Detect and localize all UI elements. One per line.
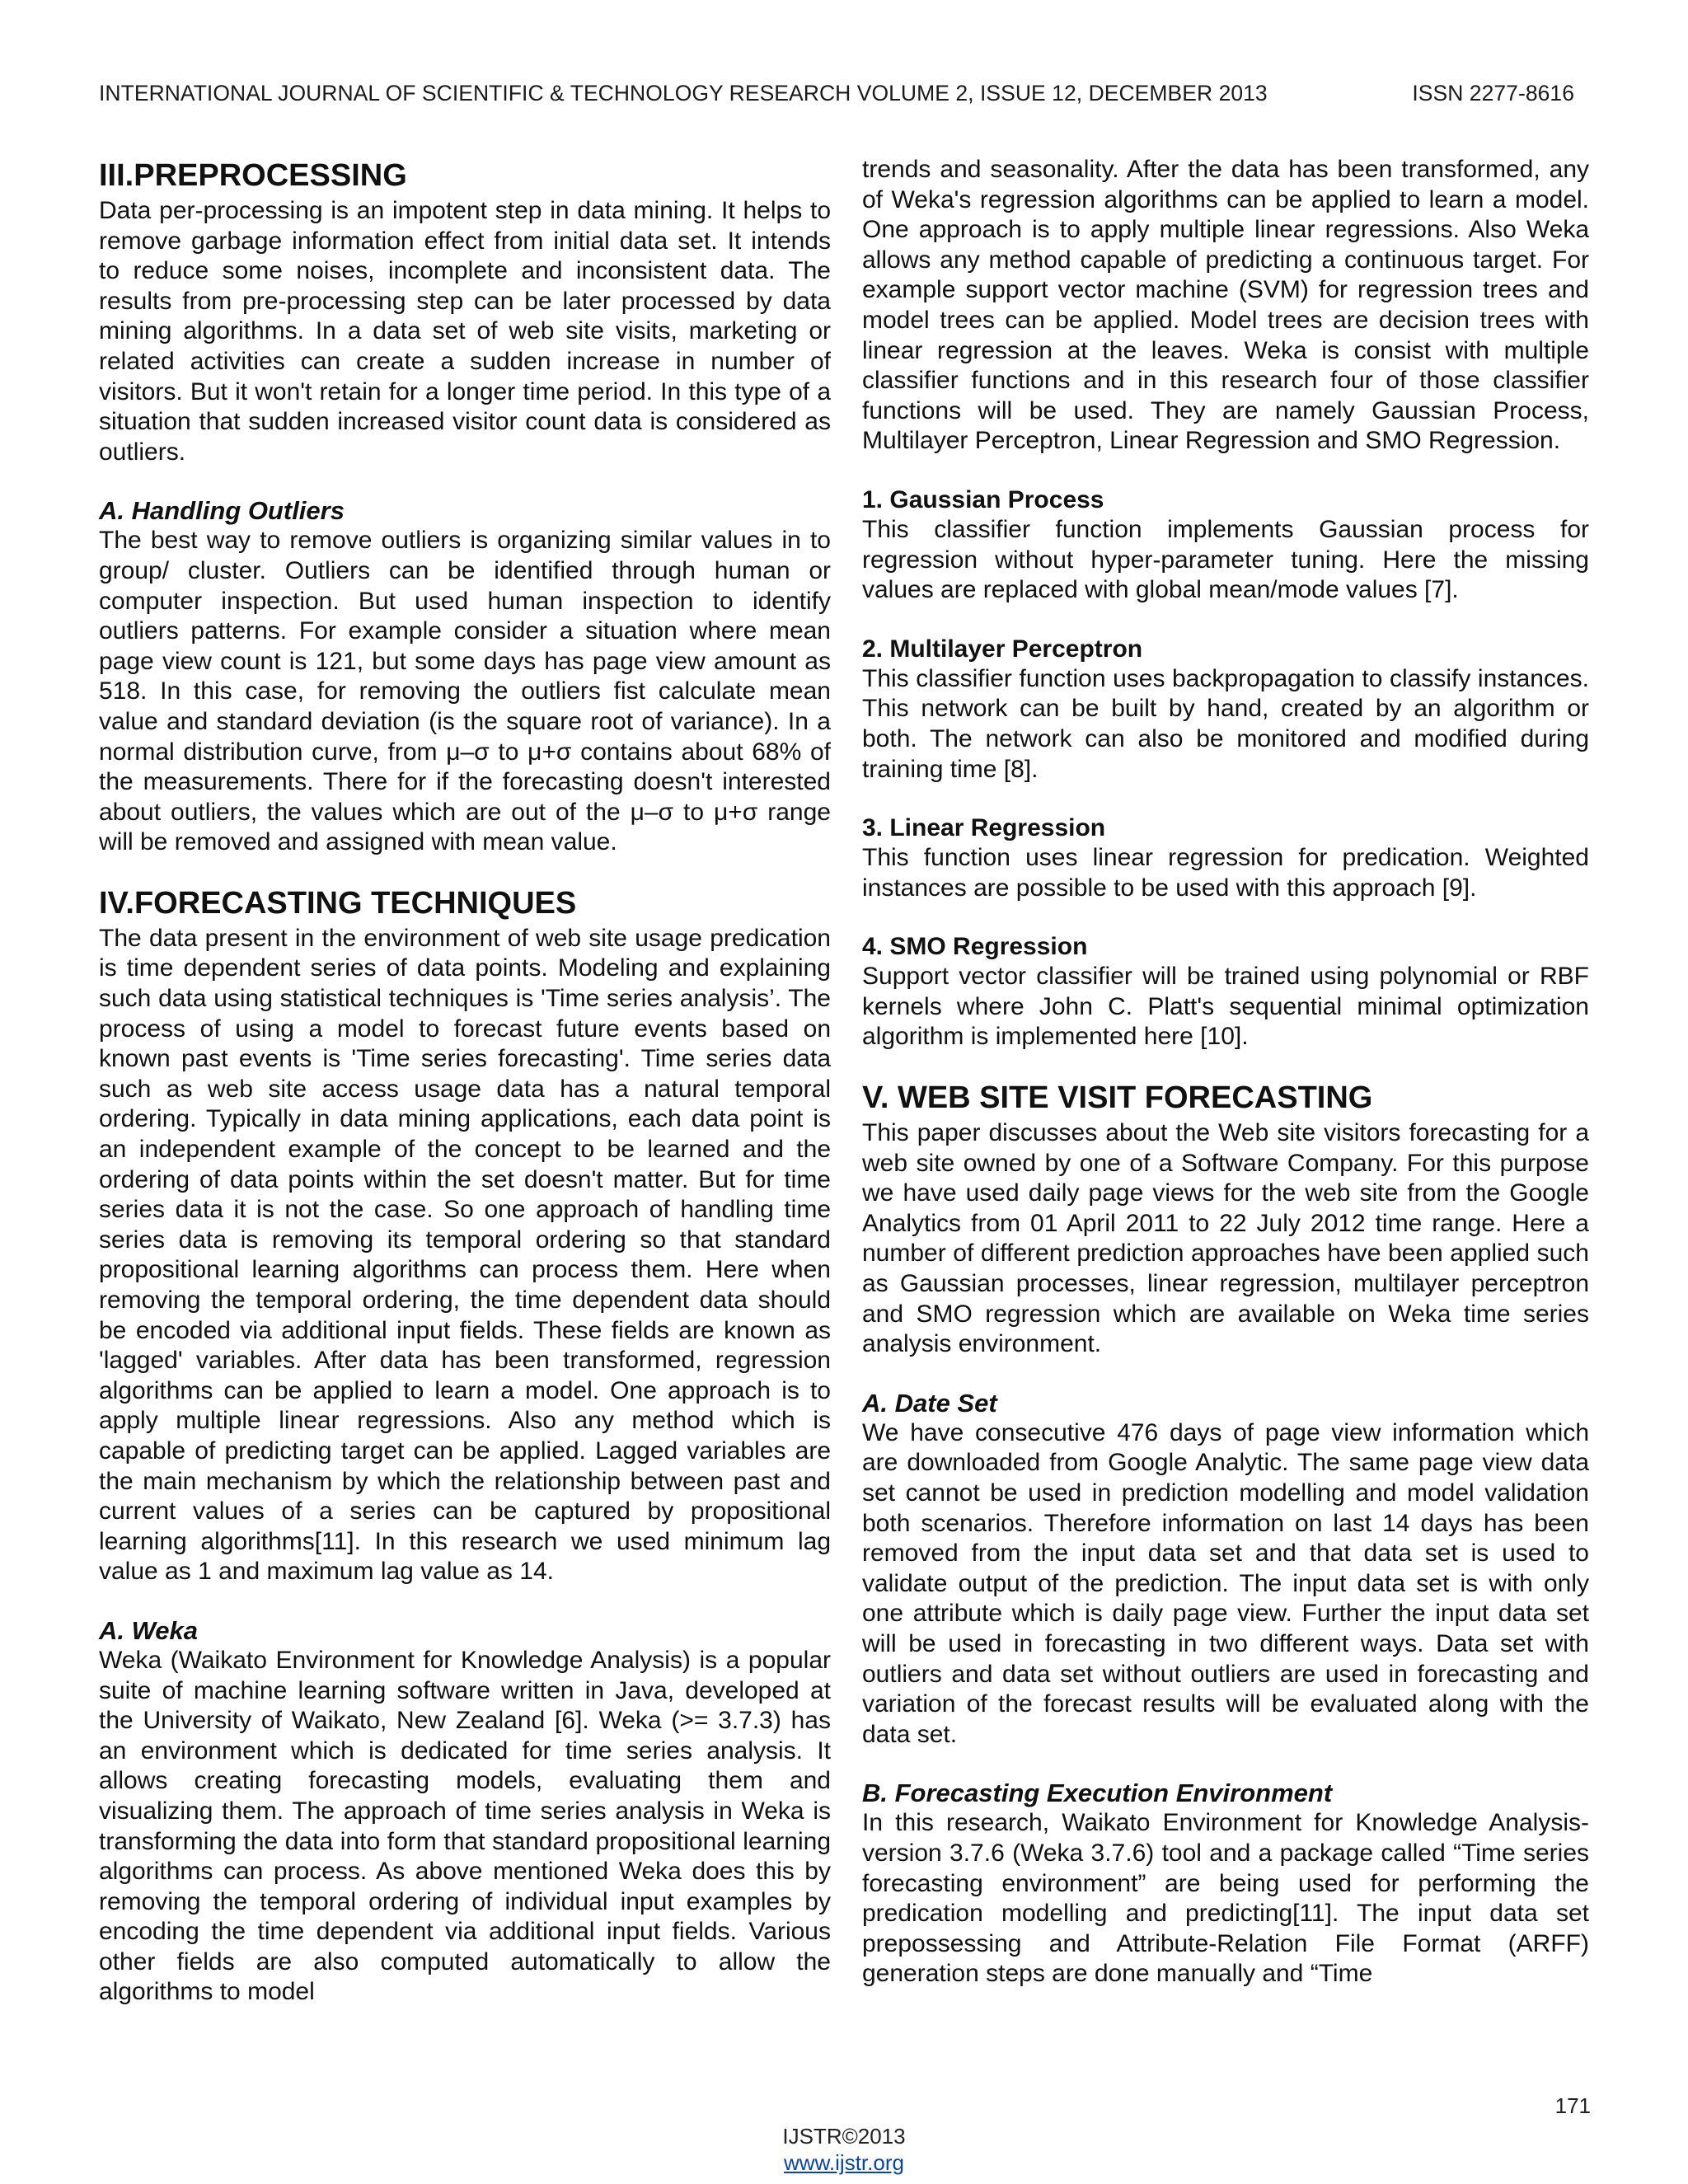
subsection-weka-heading: A. Weka — [99, 1615, 199, 1645]
gaussian-process-heading: 1. Gaussian Process — [862, 485, 1104, 513]
issn: ISSN 2277-8616 — [1412, 81, 1574, 105]
section-iv-paragraph: The data present in the environment of web site usage predication is time dependent series of data points. Modeling and explaining such data using statistical techniques is 'Time series analysis’. The process of using a model to forecast future events based on known past events is 'Time series forecasting'. Time series data such as web site access usage data has a natural temporal ordering. Typically in data mining applications, each data point is an independent example of the concept to be learned and the ordering of data points within the set doesn't matter. But for time series data it is not the case. So one approach of handling time series data is removing its temporal ordering so that standard propositional learning algorithms can process them. Here when removing the temporal ordering, the time dependent data should be encoded via additional input fields. These fields are known as 'lagged' variables. After data has been transformed, regression algorithms can be applied to learn a model. One approach is to apply multiple linear regressions. Also any method which is capable of predicting target can be applied. Lagged variables are the main mechanism by which the relationship between past and current values of a series can be captured by propositional learning algorithms[11]. In this research we used minimum lag value as 1 and maximum lag value as 14. — [99, 924, 831, 1586]
section-v-paragraph: This paper discusses about the Web site visitors forecasting for a web site owned by one of a Software Company. For this purpose we have used daily page views for the web site from the Google Analytics from 01 April 2011 to 22 July 2012 time range. Here a number of different prediction approaches have been applied such as Gaussian processes, linear regression, multilayer perceptron and SMO regression which are available on Weka time series analysis environment. — [862, 1119, 1589, 1358]
linear-regression-paragraph: This function uses linear regression for predication. Weighted instances are possible to be used with this approach [9]. — [862, 844, 1589, 902]
section-iv-heading: IV.FORECASTING TECHNIQUES — [99, 885, 577, 921]
subsection-date-set-heading: A. Date Set — [862, 1388, 997, 1418]
right-column — [862, 155, 1589, 1990]
section-v-heading: V. WEB SITE VISIT FORECASTING — [862, 1080, 1373, 1116]
page-number: 171 — [1554, 2093, 1591, 2118]
smo-regression-heading: 4. SMO Regression — [862, 933, 1088, 961]
footer-url-link[interactable]: www.ijstr.org — [784, 2150, 904, 2175]
left-column — [99, 155, 831, 2008]
continued-paragraph: trends and seasonality. After the data has been transformed, any of Weka's regression algorithms can be applied to learn a model. One approach is to apply multiple linear regressions. Also Weka allows any method capable of predicting a continuous target. For example support vector machine (SVM) for regression trees and model trees can be applied. Model trees are decision trees with linear regression at the leaves. Weka is consist with multiple classifier functions and in this research four of those classifier functions will be used. They are namely Gaussian Process, Multilayer Perceptron, Linear Regression and SMO Regression. — [862, 156, 1589, 455]
handling-outliers-paragraph: The best way to remove outliers is organizing similar values in to group/ cluster. Outliers can be identified through human or computer inspection. But used human inspection to identify outliers patterns. For example consider a situation where mean page view count is 121, but some days has page view amount as 518. In this case, for removing the outliers fist calculate mean value and standard deviation (is the square root of variance). In a normal distribution curve, from μ–σ to μ+σ contains about 68% of the measurements. There for if the forecasting doesn't interested about outliers, the values which are out of the μ–σ to μ+σ range will be removed and assigned with mean value. — [99, 527, 831, 856]
multilayer-perceptron-heading: 2. Multilayer Perceptron — [862, 635, 1143, 663]
footer-copyright: IJSTR©2013 — [782, 2124, 906, 2149]
running-header — [99, 81, 1574, 114]
execution-environment-paragraph: In this research, Waikato Environment for Knowledge Analysis-version 3.7.6 (Weka 3.7.6) tool and a package called “Time series forecasting environment” are being used for performing the predication modelling and predicting[11]. The input data set prepossessing and Attribute-Relation File Format (ARFF) generation steps are done manually and “Time — [862, 1809, 1589, 1988]
linear-regression-heading: 3. Linear Regression — [862, 814, 1106, 842]
multilayer-perceptron-paragraph: This classifier function uses backpropagation to classify instances. This network can be built by hand, created by an algorithm or both. The network can also be monitored and modified during training time [8]. — [862, 664, 1589, 783]
journal-title: INTERNATIONAL JOURNAL OF SCIENTIFIC & TECHNOLOGY RESEARCH VOLUME 2, ISSUE 12, DECEMBER 2013 — [99, 81, 1268, 105]
gaussian-process-paragraph: This classifier function implements Gaussian process for regression without hyper-parameter tuning. Here the missing values are replaced with global mean/mode values [7]. — [862, 515, 1589, 604]
weka-paragraph: Weka (Waikato Environment for Knowledge Analysis) is a popular suite of machine learning software written in Java, developed at the University of Waikato, New Zealand [6]. Weka (>= 3.7.3) has an environment which is dedicated for time series analysis. It allows creating forecasting models, evaluating them and visualizing them. The approach of time series analysis in Weka is transforming the data into form that standard propositional learning algorithms can process. As above mentioned Weka does this by removing the temporal ordering of individual input examples by encoding the time dependent via additional input fields. Various other fields are also computed automatically to allow the algorithms to model — [99, 1646, 831, 2006]
date-set-paragraph: We have consecutive 476 days of page view information which are downloaded from Google Analytic. The same page view data set cannot be used in prediction modelling and model validation both scenarios. Therefore information on last 14 days has been removed from the input data set and that data set is used to validate output of the prediction. The input data set is with only one attribute which is daily page view. Further the input data set will be used in forecasting in two different ways. Data set with outliers and data set without outliers are used in forecasting and variation of the forecast results will be evaluated along with the data set. — [862, 1418, 1589, 1748]
section-iii-paragraph: Data per-processing is an impotent step in data mining. It helps to remove garbage information effect from initial data set. It intends to reduce some noises, incomplete and inconsistent data. The results from pre-processing step can be later processed by data mining algorithms. In a data set of web site visits, marketing or related activities can create a sudden increase in number of visitors. But it won't retain for a longer time period. In this type of a situation that sudden increased visitor count data is considered as outliers. — [99, 197, 831, 466]
smo-regression-paragraph: Support vector classifier will be trained using polynomial or RBF kernels where John C. Platt's sequential minimal optimization algorithm is implemented here [10]. — [862, 963, 1589, 1051]
page-footer — [0, 2123, 1688, 2176]
section-iii-heading: III.PREPROCESSING — [99, 158, 407, 193]
subsection-execution-environment-heading: B. Forecasting Execution Environment — [862, 1779, 1333, 1808]
subsection-handling-outliers-heading: A. Handling Outliers — [99, 496, 345, 526]
